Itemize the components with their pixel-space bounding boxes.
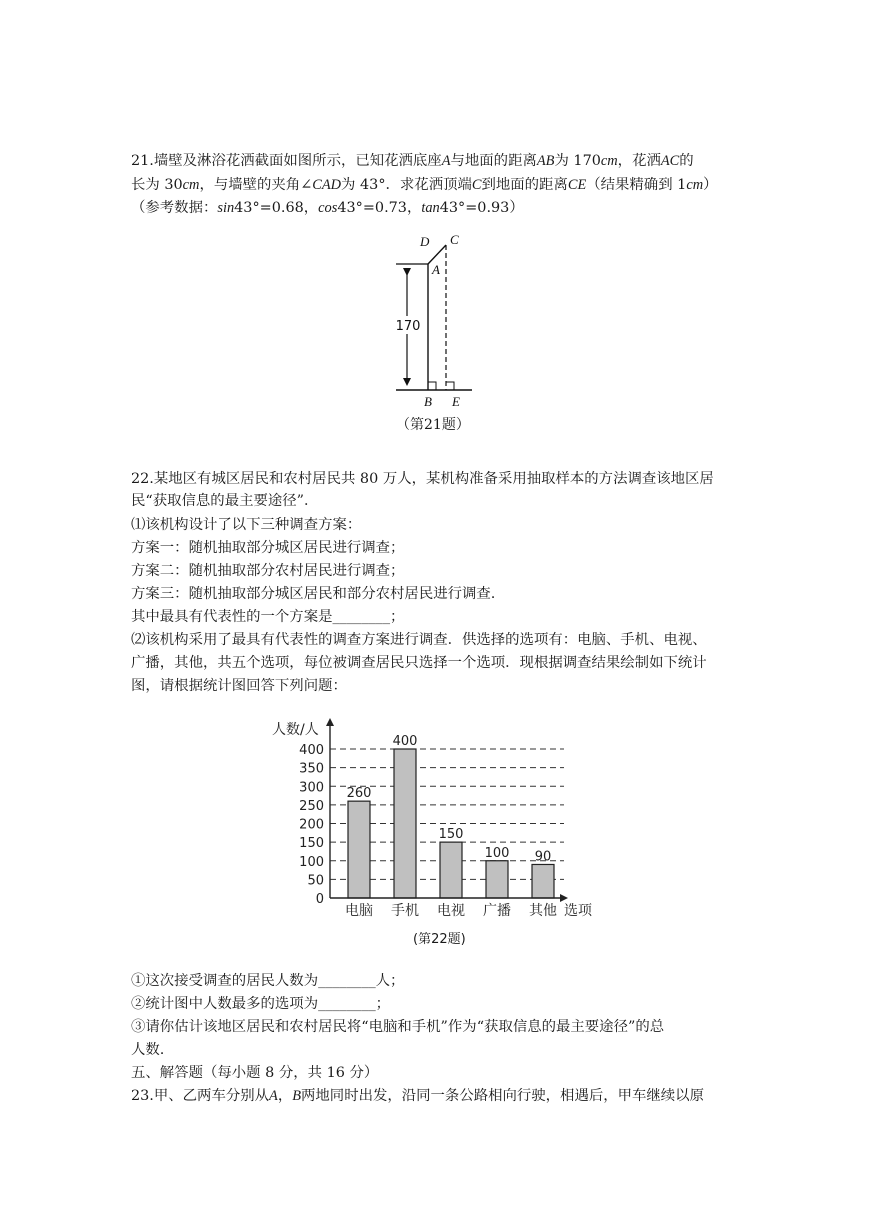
y-tick-label: 250 xyxy=(299,798,324,814)
q21-unit: cm xyxy=(182,177,200,193)
q21-text: 长为 30 xyxy=(131,177,183,193)
q22-line: ⑴该机构设计了以下三种调查方案： xyxy=(131,517,362,533)
y-tick-label: 100 xyxy=(299,854,324,870)
label-c: C xyxy=(450,232,459,247)
q21-unit: cm xyxy=(600,153,618,169)
q22-subquestion: ①这次接受调查的居民人数为________人； xyxy=(131,973,405,989)
q22-line: 民“获取信息的最主要途径”． xyxy=(131,493,319,509)
q21-text: ，花洒 xyxy=(617,153,661,169)
q21-var: AB xyxy=(536,153,555,169)
label-b: B xyxy=(424,394,432,409)
bar xyxy=(440,842,462,898)
bar xyxy=(486,861,508,898)
q21-text: 43°=0.93） xyxy=(439,200,524,216)
q21-func: sin xyxy=(217,200,235,216)
q21-text: 为 170 xyxy=(554,153,601,169)
bar-value-label: 90 xyxy=(534,849,552,865)
q21-func: tan xyxy=(421,200,440,216)
q23-var: A xyxy=(269,1088,278,1104)
q22-line: 广播，其他，共五个选项，每位被调查居民只选择一个选项．现根据调查结果绘制如下统计 xyxy=(131,655,707,671)
q23-line xyxy=(131,1085,704,1107)
q21-text: 为 43°．求花洒顶端 xyxy=(341,177,472,193)
q21-line-2 xyxy=(131,174,718,196)
x-category-label: 其他 xyxy=(529,903,557,919)
q22-subquestion: ②统计图中人数最多的选项为________； xyxy=(131,996,391,1012)
bar-value-label: 100 xyxy=(484,845,510,861)
bar xyxy=(348,801,370,898)
right-angle-e xyxy=(446,382,454,390)
q21-text: （参考数据： xyxy=(131,200,218,216)
x-category-label: 电视 xyxy=(437,903,465,919)
q22-line: 其中最具有代表性的一个方案是________； xyxy=(131,609,405,625)
y-tick-label: 50 xyxy=(307,873,324,889)
x-category-label: 电脑 xyxy=(345,903,373,919)
label-d: D xyxy=(420,234,430,249)
q23-var: B xyxy=(292,1088,302,1104)
q21-text: 的 xyxy=(679,153,694,169)
q22-line: 方案二：随机抽取部分农村居民进行调查； xyxy=(131,563,405,579)
q21-var: AC xyxy=(660,153,680,169)
bar-value-label: 260 xyxy=(346,786,372,802)
q21-var: CAD xyxy=(312,177,342,193)
q21-text: 21.墙壁及淋浴花洒截面如图所示，已知花洒底座 xyxy=(131,153,442,169)
x-axis-label: 选项 xyxy=(564,903,592,919)
q23-text: 23.甲、乙两车分别从 xyxy=(131,1088,270,1104)
q23-text: ， xyxy=(277,1088,293,1104)
bar-chart xyxy=(266,712,606,920)
q21-caption: （第21题） xyxy=(396,417,470,433)
y-tick-label: 0 xyxy=(315,892,324,907)
y-axis-label: 人数/人 xyxy=(272,722,319,738)
q22-subquestion: ③请你估计该地区居民和农村居民将“电脑和手机”作为“获取信息的最主要途径”的总 xyxy=(131,1019,665,1035)
bar xyxy=(394,749,416,898)
bar-value-label: 150 xyxy=(438,827,464,843)
y-tick-label: 400 xyxy=(299,743,324,758)
label-e: E xyxy=(452,394,460,409)
y-tick-label: 350 xyxy=(299,761,324,777)
q22-subquestion: 人数. xyxy=(131,1042,165,1058)
q21-func: cos xyxy=(318,200,338,216)
q23-text: 两地同时出发，沿同一条公路相向行驶，相遇后，甲车继续以原 xyxy=(301,1088,704,1104)
q21-var: A xyxy=(441,153,451,169)
q21-line-3 xyxy=(131,197,524,219)
q22-line: 方案一：随机抽取部分城区居民进行调查； xyxy=(131,540,405,556)
y-tick-label: 150 xyxy=(299,836,324,852)
section-heading: 五、解答题（每小题 8 分，共 16 分） xyxy=(131,1065,379,1081)
q22-line: 方案三：随机抽取部分城区居民和部分农村居民进行调查. xyxy=(131,586,496,602)
bar-value-label: 400 xyxy=(392,734,418,749)
q21-text: ） xyxy=(703,177,718,193)
q21-text: 43°=0.68， xyxy=(234,200,319,216)
y-tick-label: 200 xyxy=(299,817,324,833)
q21-text: 43°=0.73， xyxy=(337,200,422,216)
q22-line: ⑵该机构采用了最具有代表性的调查方案进行调查．供选择的选项有：电脑、手机、电视、 xyxy=(131,632,707,648)
label-a: A xyxy=(432,262,440,277)
q21-var: C xyxy=(471,177,482,193)
height-label: 170 xyxy=(395,319,421,334)
q21-text: （结果精确到 1 xyxy=(586,177,687,193)
right-angle-b xyxy=(428,382,436,390)
q22-line: 22.某地区有城区居民和农村居民共 80 万人，某机构准备采用抽取样本的方法调查该地区居 xyxy=(131,471,714,487)
bar xyxy=(532,864,554,898)
q21-figure xyxy=(380,228,490,410)
q22-caption: (第22题) xyxy=(413,932,466,947)
x-category-label: 手机 xyxy=(391,903,419,919)
q21-unit: cm xyxy=(686,177,704,193)
x-category-label: 广播 xyxy=(483,903,511,919)
q21-text: ，与墙壁的夹角∠ xyxy=(199,177,313,193)
q21-line-1 xyxy=(131,150,694,172)
q21-text: 与地面的距离 xyxy=(450,153,537,169)
q22-line: 图，请根据统计图回答下列问题： xyxy=(131,678,347,694)
y-tick-label: 300 xyxy=(299,780,324,796)
q21-text: 到地面的距离 xyxy=(481,177,568,193)
q21-var: CE xyxy=(567,177,587,193)
